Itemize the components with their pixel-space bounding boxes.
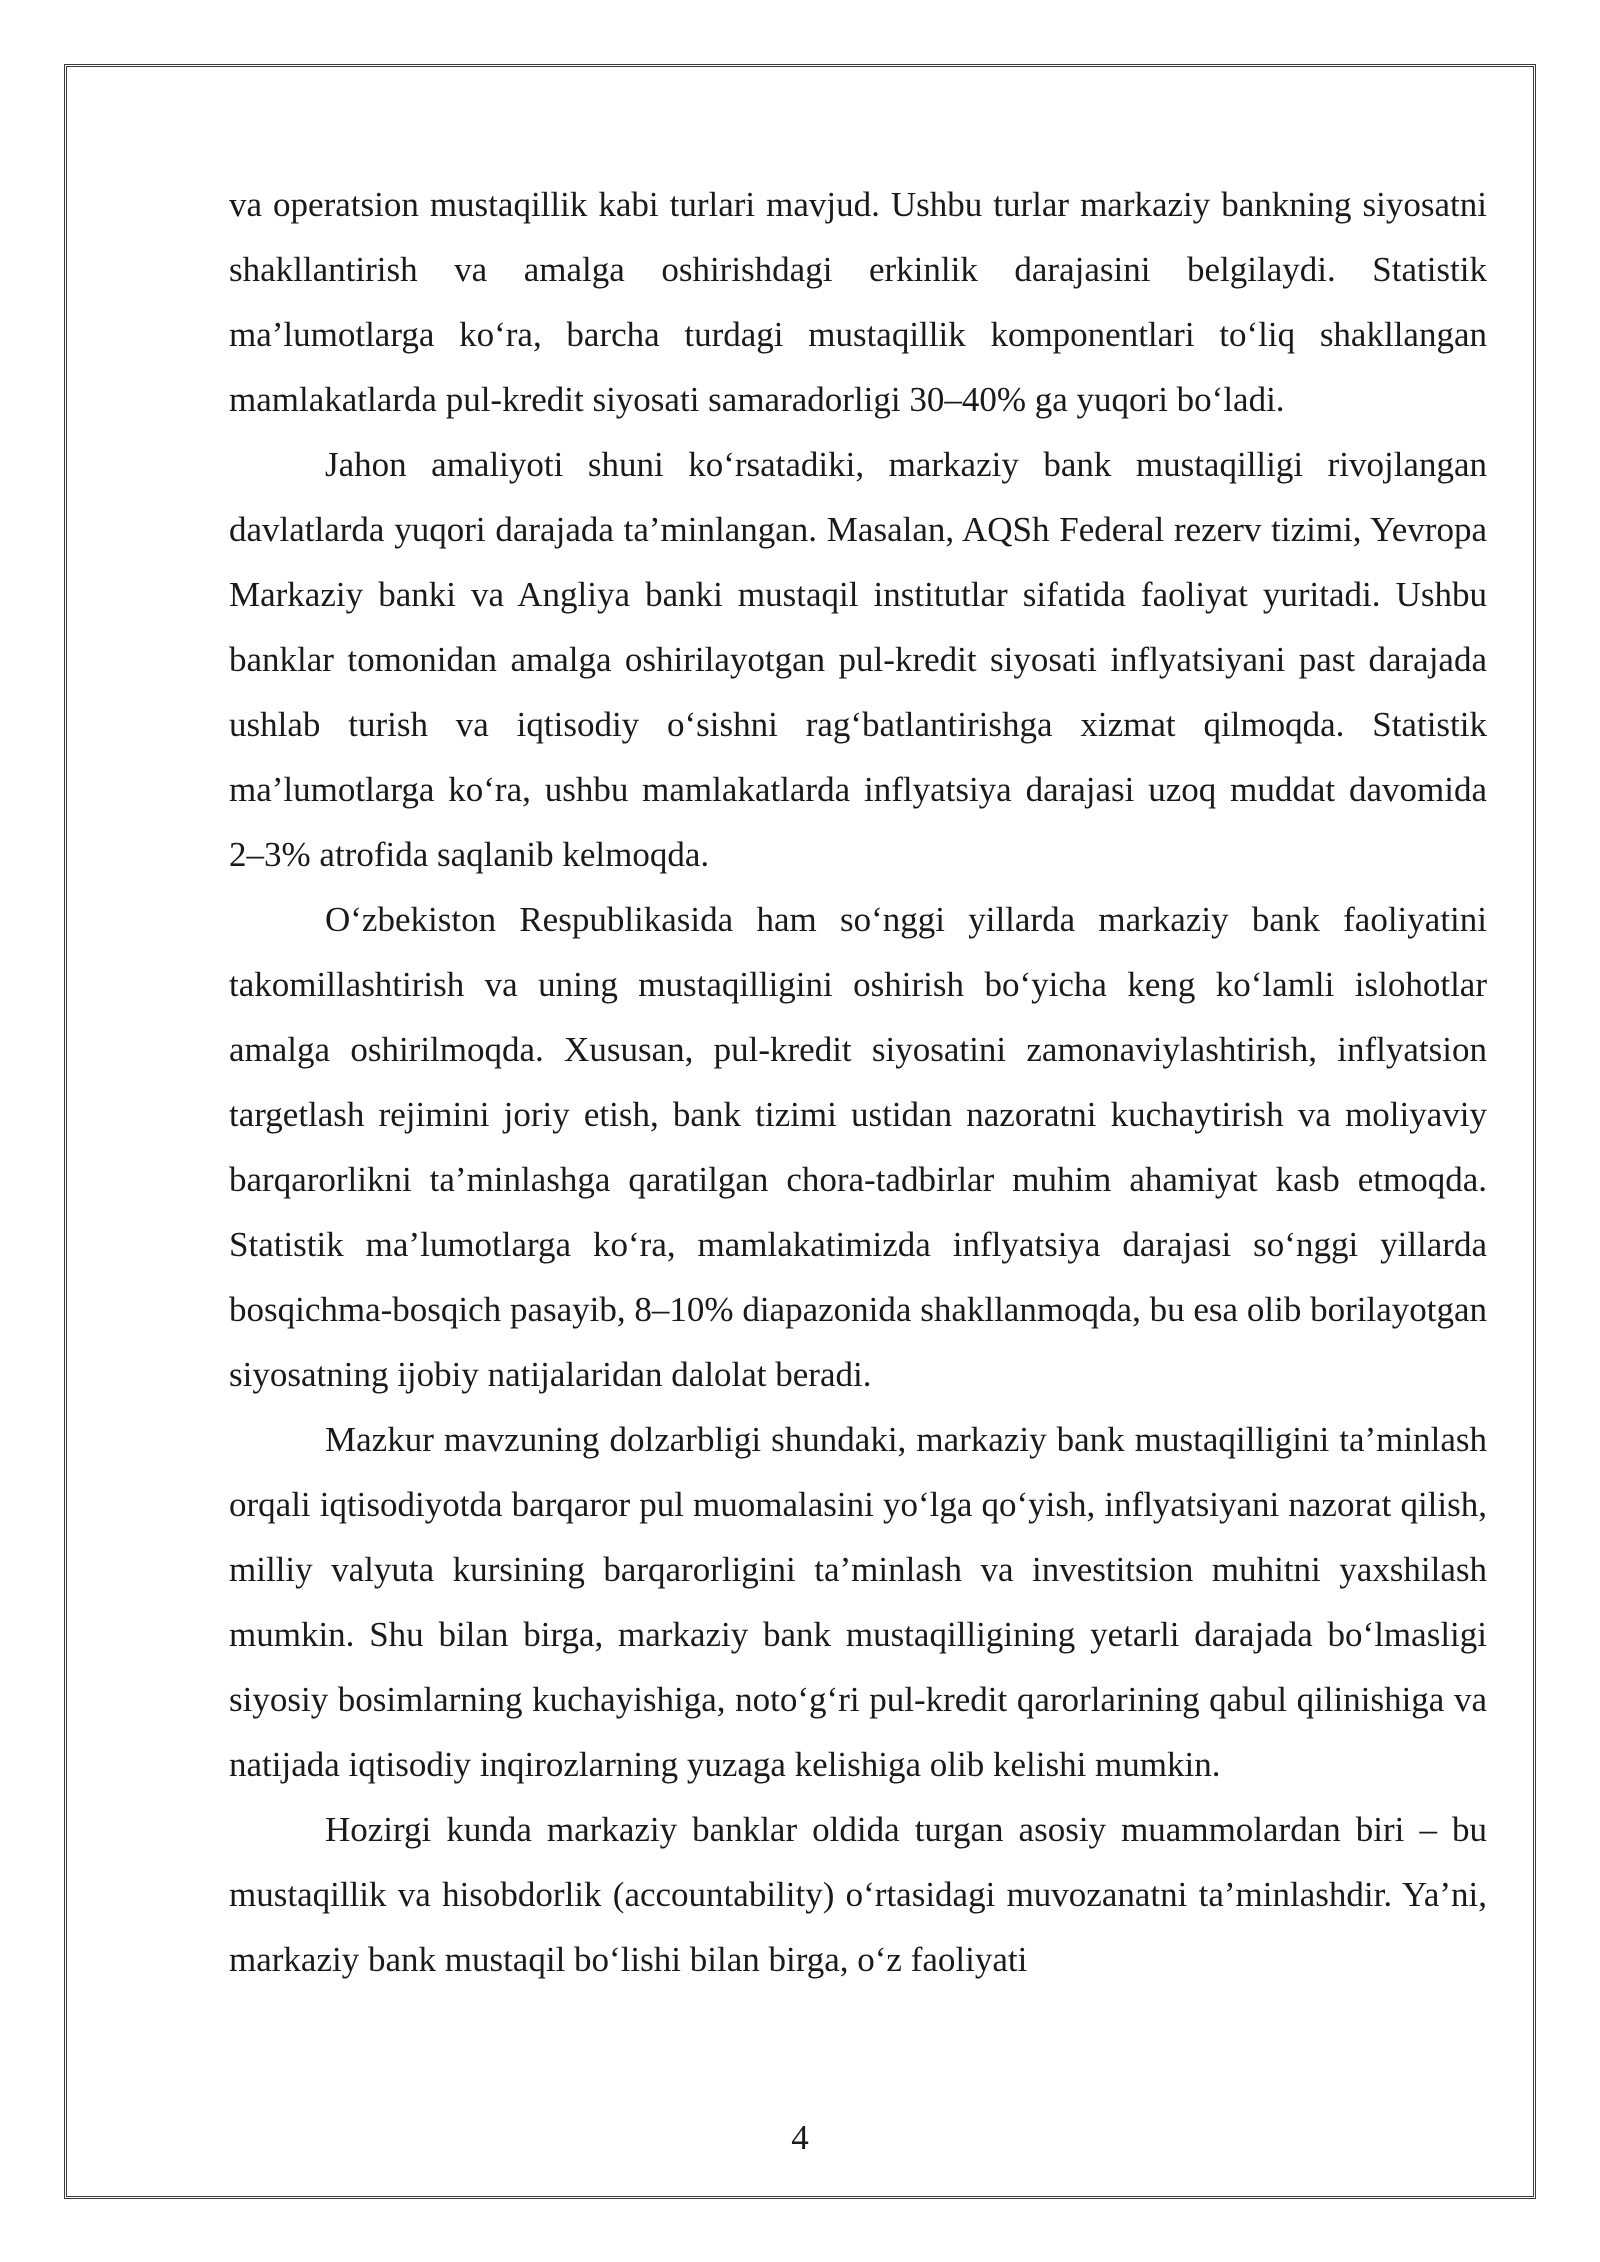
document-body [229,172,1487,1992]
paragraph-world-practice: Jahon amaliyoti shuni ko‘rsatadiki, markaziy bank mustaqilligi rivojlangan davlatlarda yuqori darajada ta’minlangan. Masalan, AQSh Federal rezerv tizimi, Yevropa Markaziy banki va Angliya banki mustaqil institutlar sifatida faoliyat yuritadi. Ushbu banklar tomonidan amalga oshirilayotgan pul-kredit siyosati inflyatsiyani past darajada ushlab turish va iqtisodiy o‘sishni rag‘batlantirishga xizmat qilmoqda. Statistik ma’lumotlarga ko‘ra, ushbu mamlakatlarda inflyatsiya darajasi uzoq muddat davomida 2–3% atrofida saqlanib kelmoqda. [229,445,1487,874]
page-number: 4 [791,2118,809,2157]
paragraph-topic-relevance: Mazkur mavzuning dolzarbligi shundaki, markaziy bank mustaqilligini ta’minlash orqali iqtisodiyotda barqaror pul muomalasini yo‘lga qo‘yish, inflyatsiyani nazorat qilish, milliy valyuta kursining barqarorligini ta’minlash va investitsion muhitni yaxshilash mumkin. Shu bilan birga, markaziy bank mustaqilligining yetarli darajada bo‘lmasligi siyosiy bosimlarning kuchayishiga, noto‘g‘ri pul-kredit qarorlarining qabul qilinishiga va natijada iqtisodiy inqirozlarning yuzaga kelishiga olib kelishi mumkin. [229,1420,1487,1784]
paragraph-continuation: va operatsion mustaqillik kabi turlari mavjud. Ushbu turlar markaziy bankning siyosatni shakllantirish va amalga oshirishdagi erkinlik darajasini belgilaydi. Statistik ma’lumotlarga ko‘ra, barcha turdagi mustaqillik komponentlari to‘liq shakllangan mamlakatlarda pul-kredit siyosati samaradorligi 30–40% ga yuqori bo‘ladi. [229,185,1487,419]
paragraph-current-problems: Hozirgi kunda markaziy banklar oldida turgan asosiy muammolardan biri – bu mustaqillik va hisobdorlik (accountability) o‘rtasidagi muvozanatni ta’minlashdir. Ya’ni, markaziy bank mustaqil bo‘lishi bilan birga, o‘z faoliyati [229,1810,1487,1979]
paragraph-uzbekistan-reforms: O‘zbekiston Respublikasida ham so‘nggi yillarda markaziy bank faoliyatini takomillashtirish va uning mustaqilligini oshirish bo‘yicha keng ko‘lamli islohotlar amalga oshirilmoqda. Xususan, pul-kredit siyosatini zamonaviylashtirish, inflyatsion targetlash rejimini joriy etish, bank tizimi ustidan nazoratni kuchaytirish va moliyaviy barqarorlikni ta’minlashga qaratilgan chora-tadbirlar muhim ahamiyat kasb etmoqda. Statistik ma’lumotlarga ko‘ra, mamlakatimizda inflyatsiya darajasi so‘nggi yillarda bosqichma-bosqich pasayib, 8–10% diapazonida shakllanmoqda, bu esa olib borilayotgan siyosatning ijobiy natijalaridan dalolat beradi. [229,900,1487,1394]
